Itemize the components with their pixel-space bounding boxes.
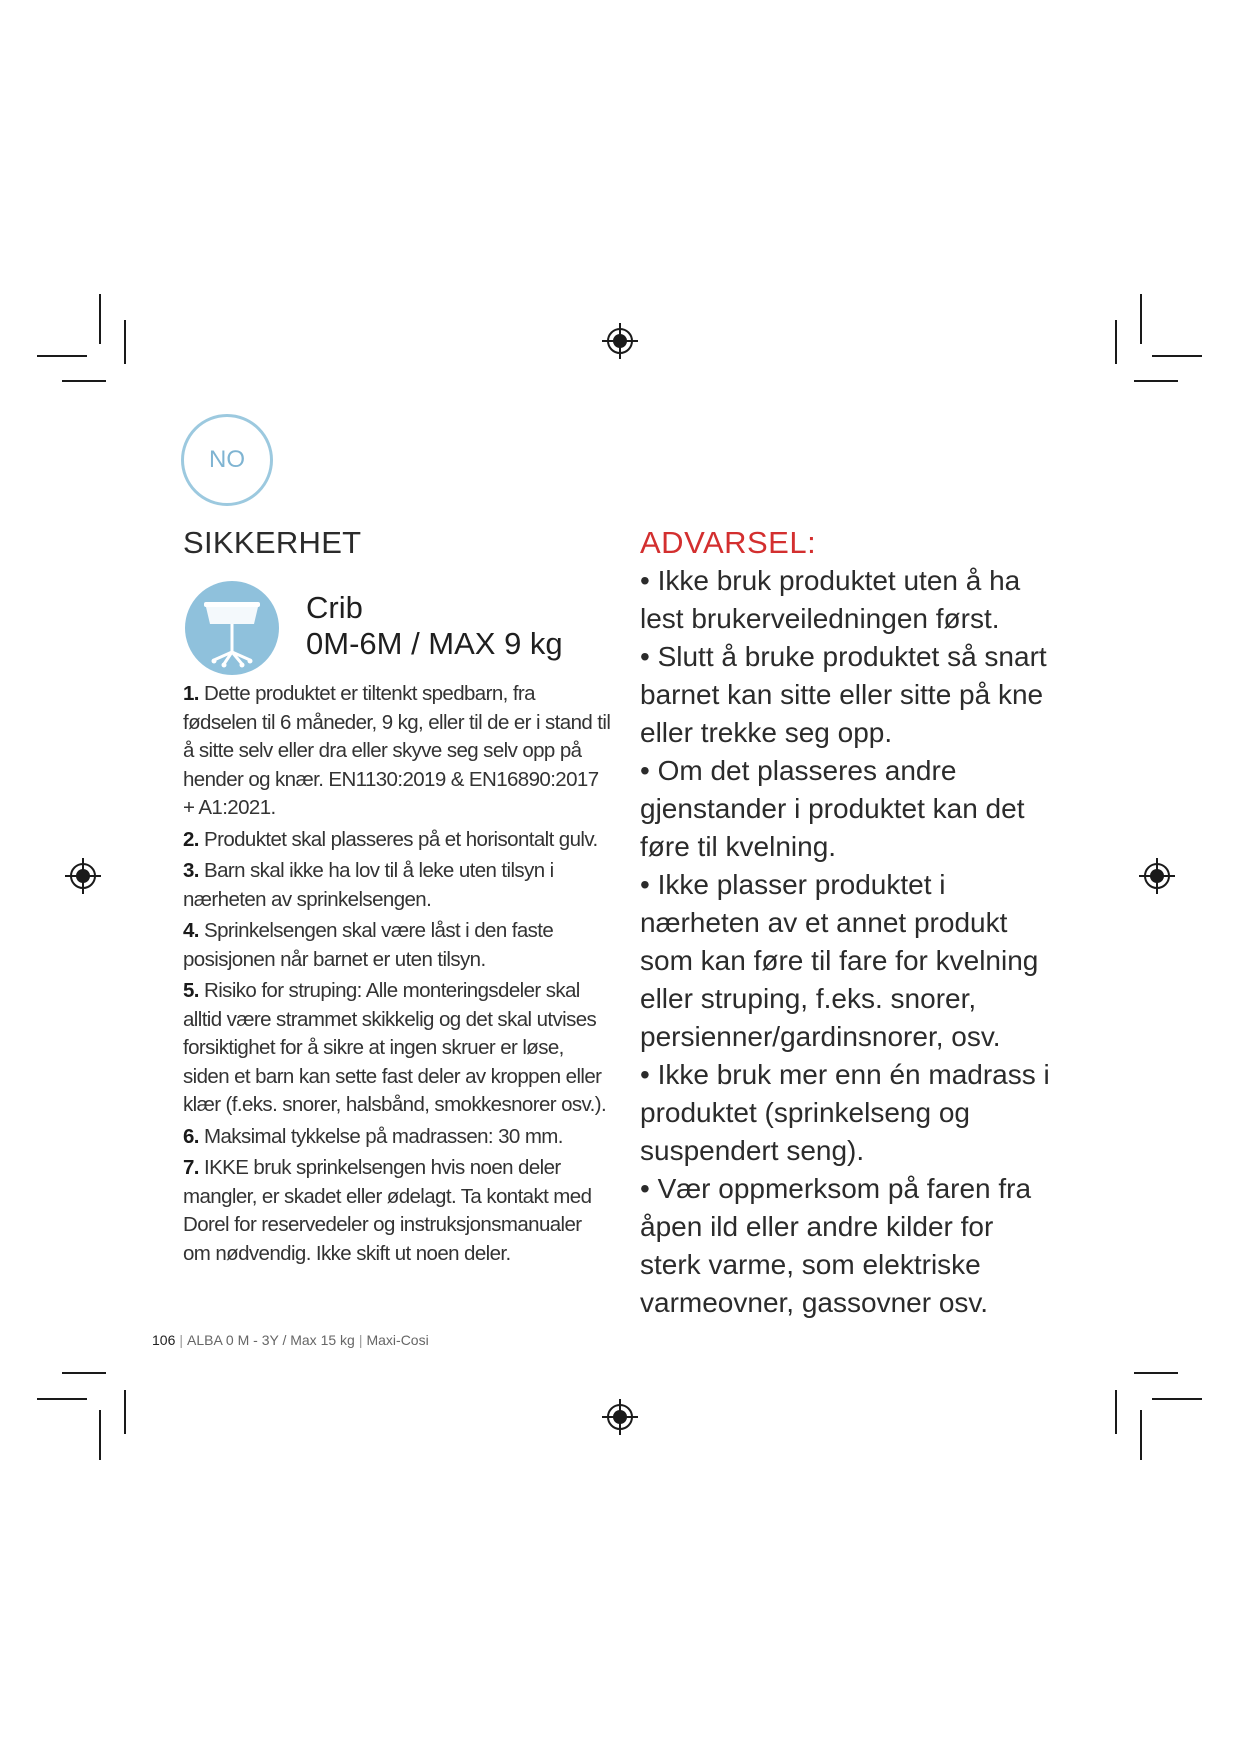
crop-mark-bottom-right-h bbox=[1134, 1372, 1178, 1374]
rule-item bbox=[183, 917, 613, 974]
registration-mark-bottom-icon bbox=[601, 1398, 639, 1436]
rule-item bbox=[183, 826, 613, 855]
crop-mark-bottom-left-h2 bbox=[37, 1398, 87, 1400]
rule-number: 4. bbox=[183, 919, 199, 942]
rule-item bbox=[183, 977, 613, 1120]
registration-mark-top-icon bbox=[601, 322, 639, 360]
rule-item bbox=[183, 1123, 613, 1152]
page-number: 106 bbox=[152, 1332, 176, 1348]
rule-item bbox=[183, 680, 613, 823]
page-footer bbox=[152, 1332, 429, 1348]
rule-text: Maksimal tykkelse på madrassen: 30 mm. bbox=[204, 1124, 563, 1148]
warnings-list bbox=[640, 562, 1060, 1322]
crop-mark-top-left-v bbox=[99, 294, 101, 344]
footer-model: ALBA 0 M - 3Y / Max 15 kg bbox=[187, 1332, 355, 1348]
warning-item: • Ikke bruk mer enn én madrass i produktet (sprinkelseng og suspendert seng). bbox=[640, 1059, 1050, 1166]
rule-text: Dette produktet er tiltenkt spedbarn, fra fødselen til 6 måneder, 9 kg, eller til de er i stand til å sitte selv eller dra eller skyve seg selv opp på hender og knær. EN1130:2019 & EN16890:2017 + A1:2021. bbox=[183, 682, 611, 819]
crop-mark-bottom-right-v bbox=[1115, 1390, 1117, 1434]
warning-item: • Om det plasseres andre gjenstander i produktet kan det føre til kvelning. bbox=[640, 755, 1025, 862]
crop-mark-bottom-left-v bbox=[124, 1390, 126, 1434]
crop-mark-bottom-right-h2 bbox=[1152, 1398, 1202, 1400]
language-badge bbox=[181, 414, 273, 506]
language-badge-label: NO bbox=[209, 446, 245, 473]
rule-number: 3. bbox=[183, 859, 199, 882]
section-title: SIKKERHET bbox=[183, 525, 362, 560]
crop-mark-top-right-v bbox=[1140, 294, 1142, 344]
warning-title: ADVARSEL: bbox=[640, 525, 817, 560]
crop-mark-top-left-h bbox=[37, 355, 87, 357]
rule-item bbox=[183, 1154, 613, 1268]
rule-text: Produktet skal plasseres på et horisontalt gulv. bbox=[204, 827, 598, 851]
footer-brand: Maxi-Cosi bbox=[366, 1332, 429, 1348]
safety-rules-list bbox=[183, 680, 613, 1271]
warning-item: • Ikke plasser produktet i nærheten av et annet produkt som kan føre til fare for kvelning eller struping, f.eks. snorer, persienner/gardinsnorer, osv. bbox=[640, 869, 1039, 1052]
registration-mark-left-icon bbox=[64, 857, 102, 895]
warning-item: • Slutt å bruke produktet så snart barnet kan sitte eller sitte på kne eller trekke seg opp. bbox=[640, 641, 1047, 748]
rule-text: IKKE bruk sprinkelsengen hvis noen deler mangler, er skadet eller ødelagt. Ta kontakt med Dorel for reservedeler og instruksjonsmanualer om nødvendig. Ikke skift ut noen deler. bbox=[183, 1156, 592, 1265]
footer-divider: | bbox=[358, 1332, 363, 1348]
rule-text: Risiko for struping: Alle monteringsdeler skal alltid være strammet skikkelig og det skal utvises forsiktighet for å sikre at ingen skruer er løse, siden et barn kan sette fast deler av kroppen eller klær (f.eks. snorer, halsbånd, smokkesnorer osv.). bbox=[183, 979, 607, 1116]
crop-mark-top-right-h bbox=[1152, 355, 1202, 357]
rule-number: 1. bbox=[183, 682, 199, 705]
rule-item bbox=[183, 857, 613, 914]
crop-mark-bottom-left-v2 bbox=[99, 1410, 101, 1460]
rule-text: Sprinkelsengen skal være låst i den faste posisjonen når barnet er uten tilsyn. bbox=[183, 919, 554, 971]
rule-number: 2. bbox=[183, 827, 199, 851]
warning-item: • Ikke bruk produktet uten å ha lest brukerveiledningen først. bbox=[640, 565, 1021, 634]
crop-mark-top-right-h2 bbox=[1134, 380, 1178, 382]
rule-number: 5. bbox=[183, 979, 199, 1002]
footer-divider: | bbox=[179, 1332, 183, 1348]
crop-mark-top-right-v2 bbox=[1115, 320, 1117, 364]
warning-item: • Vær oppmerksom på faren fra åpen ild eller andre kilder for sterk varme, som elektriske varmeovner, gassovner osv. bbox=[640, 1173, 1032, 1318]
crop-mark-bottom-right-v2 bbox=[1140, 1410, 1142, 1460]
rule-number: 7. bbox=[183, 1156, 199, 1179]
rule-text: Barn skal ikke ha lov til å leke uten tilsyn i nærheten av sprinkelsengen. bbox=[183, 859, 554, 911]
crop-mark-bottom-left-h bbox=[62, 1372, 106, 1374]
crib-icon bbox=[184, 580, 280, 676]
product-name: Crib bbox=[306, 590, 363, 625]
crop-mark-top-left-v2 bbox=[124, 320, 126, 364]
rule-number: 6. bbox=[183, 1124, 199, 1148]
crop-mark-top-left-h2 bbox=[62, 380, 106, 382]
registration-mark-right-icon bbox=[1138, 857, 1176, 895]
product-age-weight: 0M-6M / MAX 9 kg bbox=[306, 626, 563, 661]
